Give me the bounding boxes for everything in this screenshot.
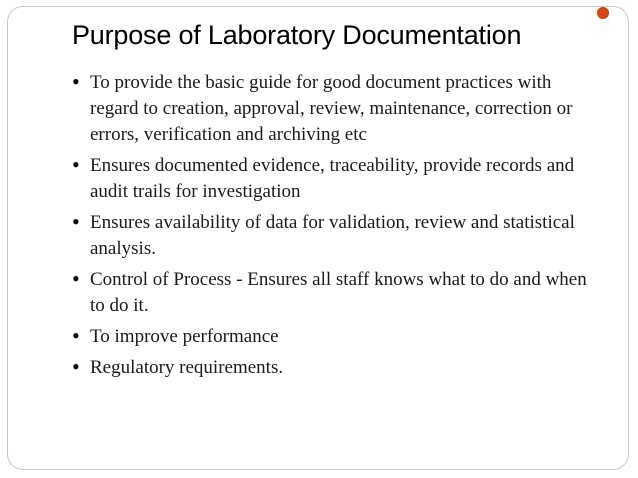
bullet-text: Control of Process - Ensures all staff knows what to do and when to do it. [90, 269, 587, 316]
bullet-text: Ensures documented evidence, traceability, provide records and audit trails for investigation [90, 155, 575, 202]
bullet-text: Ensures availability of data for validation, review and statistical analysis. [90, 212, 575, 259]
bullet-item [72, 324, 602, 350]
bullet-item [72, 70, 602, 148]
bullet-text: Regulatory requirements. [90, 357, 284, 378]
bullet-item [72, 355, 602, 381]
bullet-item [72, 267, 602, 319]
bullet-icon: • [72, 152, 80, 177]
bullet-text: To improve performance [90, 326, 279, 347]
corner-decoration-dot [598, 8, 608, 18]
slide-title: Purpose of Laboratory Documentation [72, 20, 522, 50]
bullet-icon: • [72, 209, 80, 234]
bullet-text: To provide the basic guide for good document practices with regard to creation, approval, review, maintenance, correction or errors, verification and archiving etc [90, 72, 573, 145]
bullet-icon: • [72, 354, 80, 379]
bullet-item [72, 153, 602, 205]
bullet-list [72, 70, 602, 386]
bullet-icon: • [72, 323, 80, 348]
bullet-icon: • [72, 69, 80, 94]
bullet-icon: • [72, 266, 80, 291]
bullet-item [72, 210, 602, 262]
